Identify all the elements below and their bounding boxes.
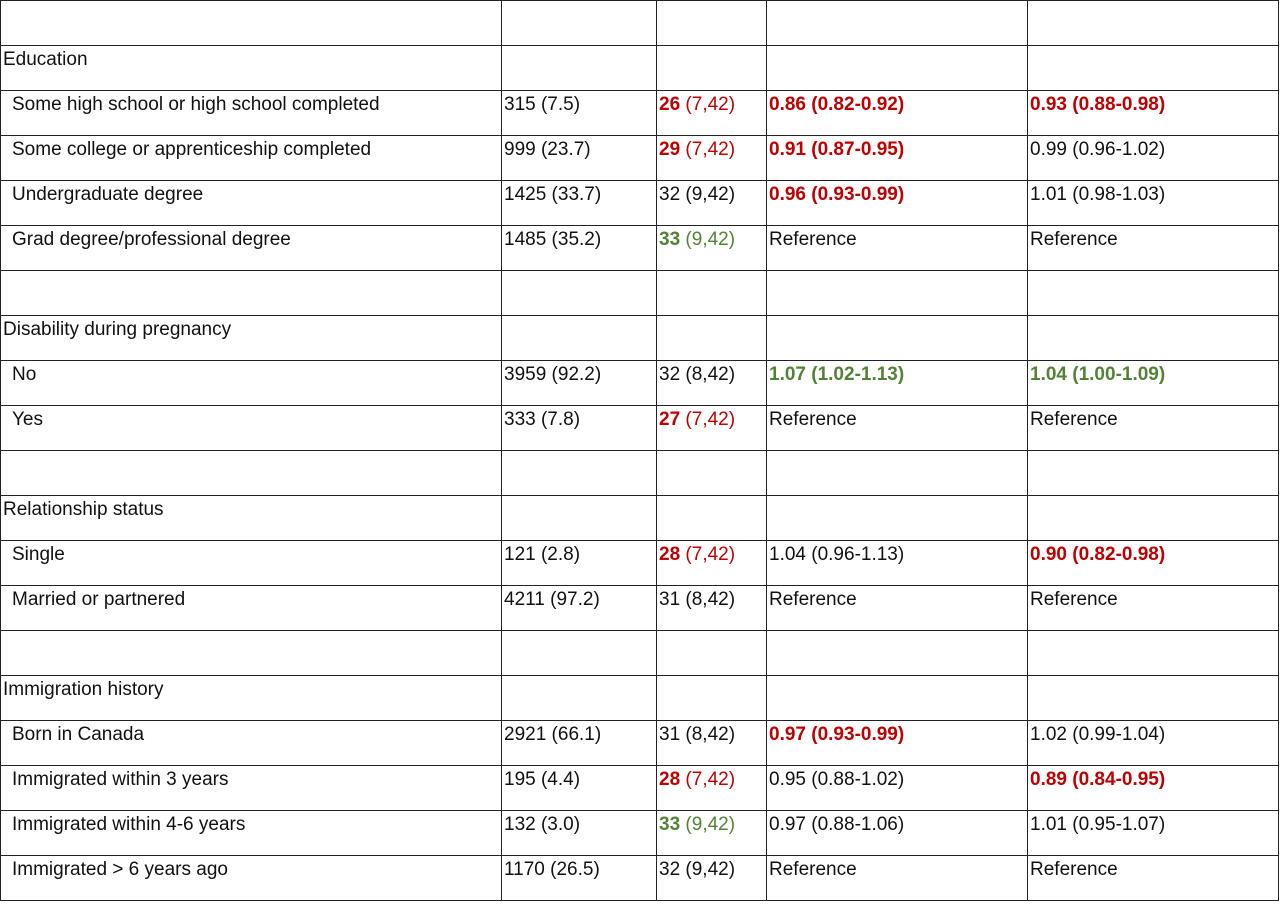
label-cell bbox=[1, 46, 502, 91]
cell-text bbox=[504, 361, 601, 385]
cell-text bbox=[659, 226, 735, 250]
cell-text bbox=[659, 766, 735, 790]
count-value: 2921 (66.1) bbox=[504, 724, 602, 745]
or-unadjusted-cell bbox=[767, 586, 1028, 631]
or-unadjusted-cell bbox=[767, 91, 1028, 136]
odds-ratio-adjusted: 0.99 (0.96-1.02) bbox=[1030, 139, 1166, 160]
median-value: 33 bbox=[659, 229, 681, 250]
n-cell bbox=[502, 136, 657, 181]
or-adjusted-cell bbox=[1028, 91, 1279, 136]
median-range: (7,42) bbox=[680, 409, 736, 430]
or-unadjusted-cell bbox=[767, 496, 1028, 541]
or-adjusted-cell bbox=[1028, 226, 1279, 271]
cell-text bbox=[1030, 181, 1165, 205]
cell-text bbox=[3, 766, 228, 790]
cell-text bbox=[1030, 856, 1118, 880]
cell-text bbox=[769, 361, 904, 385]
n-cell bbox=[502, 496, 657, 541]
spacer-row bbox=[1, 1, 1279, 46]
or-unadjusted-cell bbox=[767, 406, 1028, 451]
label-cell bbox=[1, 316, 502, 361]
label-cell bbox=[1, 631, 502, 676]
cell-text bbox=[1030, 406, 1118, 430]
table-row bbox=[1, 766, 1279, 811]
cell-text bbox=[769, 766, 904, 790]
count-value: 315 (7.5) bbox=[504, 94, 581, 115]
median-cell bbox=[657, 676, 767, 721]
count-value: 1425 (33.7) bbox=[504, 184, 602, 205]
cell-text bbox=[504, 91, 580, 115]
n-cell bbox=[502, 586, 657, 631]
or-unadjusted-cell bbox=[767, 676, 1028, 721]
or-adjusted-cell bbox=[1028, 271, 1279, 316]
cell-text bbox=[659, 811, 735, 835]
section-label: Immigration history bbox=[3, 679, 164, 700]
or-adjusted-cell bbox=[1028, 856, 1279, 901]
median-cell bbox=[657, 406, 767, 451]
row-label: Grad degree/professional degree bbox=[12, 229, 291, 250]
cell-text bbox=[769, 721, 904, 745]
median-value: 29 bbox=[659, 139, 681, 160]
table-row bbox=[1, 721, 1279, 766]
or-adjusted-cell bbox=[1028, 586, 1279, 631]
row-label: Some college or apprenticeship completed bbox=[12, 139, 372, 160]
median-range: (9,42) bbox=[680, 229, 736, 250]
odds-ratio-adjusted: Reference bbox=[1030, 589, 1118, 610]
n-cell bbox=[502, 406, 657, 451]
row-label: Immigrated > 6 years ago bbox=[12, 859, 228, 880]
cell-text bbox=[3, 721, 144, 745]
table-body bbox=[1, 1, 1279, 901]
n-cell bbox=[502, 271, 657, 316]
table-row bbox=[1, 181, 1279, 226]
row-label: Married or partnered bbox=[12, 589, 186, 610]
median-cell bbox=[657, 271, 767, 316]
count-value: 132 (3.0) bbox=[504, 814, 581, 835]
or-adjusted-cell bbox=[1028, 766, 1279, 811]
odds-ratio-unadjusted: 0.91 (0.87-0.95) bbox=[769, 139, 905, 160]
cell-text bbox=[504, 541, 580, 565]
n-cell bbox=[502, 316, 657, 361]
label-cell bbox=[1, 856, 502, 901]
row-label: Yes bbox=[12, 409, 43, 430]
table-row bbox=[1, 541, 1279, 586]
cell-text bbox=[769, 406, 857, 430]
odds-ratio-adjusted: 1.04 (1.00-1.09) bbox=[1030, 364, 1166, 385]
label-cell bbox=[1, 451, 502, 496]
odds-ratio-adjusted: 0.90 (0.82-0.98) bbox=[1030, 544, 1166, 565]
row-label: Immigrated within 3 years bbox=[12, 769, 229, 790]
table-row bbox=[1, 586, 1279, 631]
median-value: 33 bbox=[659, 814, 681, 835]
n-cell bbox=[502, 856, 657, 901]
cell-text bbox=[659, 541, 735, 565]
or-adjusted-cell bbox=[1028, 676, 1279, 721]
odds-ratio-unadjusted: Reference bbox=[769, 859, 857, 880]
or-adjusted-cell bbox=[1028, 406, 1279, 451]
or-unadjusted-cell bbox=[767, 136, 1028, 181]
or-unadjusted-cell bbox=[767, 316, 1028, 361]
or-unadjusted-cell bbox=[767, 271, 1028, 316]
cell-text bbox=[3, 91, 380, 115]
median-value: 26 bbox=[659, 94, 681, 115]
or-adjusted-cell bbox=[1028, 721, 1279, 766]
odds-ratio-unadjusted: 0.97 (0.88-1.06) bbox=[769, 814, 905, 835]
odds-ratio-adjusted: Reference bbox=[1030, 229, 1118, 250]
median-cell bbox=[657, 46, 767, 91]
table-row bbox=[1, 856, 1279, 901]
median-cell bbox=[657, 1, 767, 46]
cell-text bbox=[3, 226, 291, 250]
median-value: 28 bbox=[659, 769, 681, 790]
section-label: Disability during pregnancy bbox=[3, 319, 232, 340]
cell-text bbox=[3, 181, 203, 205]
cell-text bbox=[1030, 226, 1118, 250]
n-cell bbox=[502, 676, 657, 721]
cell-text bbox=[1030, 766, 1165, 790]
section-header-row bbox=[1, 316, 1279, 361]
label-cell bbox=[1, 181, 502, 226]
or-unadjusted-cell bbox=[767, 811, 1028, 856]
median-cell bbox=[657, 181, 767, 226]
count-value: 999 (23.7) bbox=[504, 139, 591, 160]
cell-text bbox=[3, 316, 231, 340]
cell-text bbox=[769, 586, 857, 610]
odds-ratio-adjusted: Reference bbox=[1030, 409, 1118, 430]
label-cell bbox=[1, 91, 502, 136]
section-header-row bbox=[1, 496, 1279, 541]
count-value: 333 (7.8) bbox=[504, 409, 581, 430]
median-cell bbox=[657, 586, 767, 631]
median-cell bbox=[657, 496, 767, 541]
odds-ratio-adjusted: 1.01 (0.98-1.03) bbox=[1030, 184, 1166, 205]
odds-ratio-unadjusted: 0.96 (0.93-0.99) bbox=[769, 184, 905, 205]
cell-text bbox=[3, 811, 245, 835]
count-value: 3959 (92.2) bbox=[504, 364, 602, 385]
or-adjusted-cell bbox=[1028, 361, 1279, 406]
row-label: Single bbox=[12, 544, 65, 565]
count-value: 195 (4.4) bbox=[504, 769, 581, 790]
median-cell bbox=[657, 811, 767, 856]
section-header-row bbox=[1, 676, 1279, 721]
median-value: 28 bbox=[659, 544, 681, 565]
median-cell bbox=[657, 631, 767, 676]
or-unadjusted-cell bbox=[767, 721, 1028, 766]
spacer-row bbox=[1, 271, 1279, 316]
or-adjusted-cell bbox=[1028, 811, 1279, 856]
cell-text bbox=[3, 676, 164, 700]
median-cell bbox=[657, 766, 767, 811]
cell-text bbox=[659, 721, 735, 745]
or-unadjusted-cell bbox=[767, 631, 1028, 676]
median-cell bbox=[657, 541, 767, 586]
n-cell bbox=[502, 721, 657, 766]
median-range: (7,42) bbox=[680, 139, 736, 160]
or-adjusted-cell bbox=[1028, 541, 1279, 586]
label-cell bbox=[1, 721, 502, 766]
or-unadjusted-cell bbox=[767, 766, 1028, 811]
cell-text bbox=[504, 136, 591, 160]
count-value: 4211 (97.2) bbox=[504, 589, 600, 610]
odds-ratio-unadjusted: 0.97 (0.93-0.99) bbox=[769, 724, 905, 745]
row-label: Some high school or high school completed bbox=[12, 94, 380, 115]
n-cell bbox=[502, 1, 657, 46]
cell-text bbox=[504, 226, 601, 250]
median-cell bbox=[657, 226, 767, 271]
cell-text bbox=[659, 181, 735, 205]
n-cell bbox=[502, 181, 657, 226]
table-row bbox=[1, 361, 1279, 406]
cell-text bbox=[3, 136, 371, 160]
or-unadjusted-cell bbox=[767, 361, 1028, 406]
cell-text bbox=[659, 136, 735, 160]
cell-text bbox=[1030, 586, 1118, 610]
median-cell bbox=[657, 856, 767, 901]
n-cell bbox=[502, 811, 657, 856]
cell-text bbox=[3, 496, 164, 520]
or-unadjusted-cell bbox=[767, 1, 1028, 46]
label-cell bbox=[1, 766, 502, 811]
odds-ratio-unadjusted: 0.86 (0.82-0.92) bbox=[769, 94, 905, 115]
label-cell bbox=[1, 541, 502, 586]
or-adjusted-cell bbox=[1028, 316, 1279, 361]
median-range: 32 (9,42) bbox=[659, 184, 736, 205]
median-range: 32 (9,42) bbox=[659, 859, 736, 880]
cell-text bbox=[769, 136, 904, 160]
cell-text bbox=[1030, 361, 1165, 385]
or-adjusted-cell bbox=[1028, 136, 1279, 181]
cell-text bbox=[504, 811, 580, 835]
row-label: Immigrated within 4-6 years bbox=[12, 814, 246, 835]
median-cell bbox=[657, 136, 767, 181]
cell-text bbox=[504, 586, 600, 610]
spacer-row bbox=[1, 631, 1279, 676]
odds-ratio-unadjusted: Reference bbox=[769, 409, 857, 430]
n-cell bbox=[502, 361, 657, 406]
odds-ratio-unadjusted: 1.04 (0.96-1.13) bbox=[769, 544, 905, 565]
section-label: Education bbox=[3, 49, 88, 70]
cell-text bbox=[3, 856, 228, 880]
cell-text bbox=[1030, 541, 1165, 565]
median-range: 32 (8,42) bbox=[659, 364, 736, 385]
n-cell bbox=[502, 766, 657, 811]
cell-text bbox=[3, 406, 43, 430]
count-value: 1170 (26.5) bbox=[504, 859, 600, 880]
median-cell bbox=[657, 91, 767, 136]
section-label: Relationship status bbox=[3, 499, 164, 520]
n-cell bbox=[502, 226, 657, 271]
label-cell bbox=[1, 271, 502, 316]
label-cell bbox=[1, 1, 502, 46]
odds-ratio-adjusted: 0.93 (0.88-0.98) bbox=[1030, 94, 1166, 115]
row-label: Undergraduate degree bbox=[12, 184, 204, 205]
cell-text bbox=[769, 181, 904, 205]
or-unadjusted-cell bbox=[767, 856, 1028, 901]
label-cell bbox=[1, 586, 502, 631]
count-value: 1485 (35.2) bbox=[504, 229, 602, 250]
cell-text bbox=[659, 406, 735, 430]
label-cell bbox=[1, 676, 502, 721]
n-cell bbox=[502, 541, 657, 586]
or-adjusted-cell bbox=[1028, 1, 1279, 46]
cell-text bbox=[659, 91, 735, 115]
section-header-row bbox=[1, 46, 1279, 91]
or-adjusted-cell bbox=[1028, 631, 1279, 676]
median-range: 31 (8,42) bbox=[659, 589, 736, 610]
or-unadjusted-cell bbox=[767, 541, 1028, 586]
row-label: No bbox=[12, 364, 37, 385]
odds-ratio-unadjusted: Reference bbox=[769, 229, 857, 250]
count-value: 121 (2.8) bbox=[504, 544, 581, 565]
table-row bbox=[1, 406, 1279, 451]
median-range: (7,42) bbox=[680, 94, 736, 115]
cell-text bbox=[1030, 811, 1165, 835]
odds-ratio-unadjusted: Reference bbox=[769, 589, 857, 610]
or-unadjusted-cell bbox=[767, 181, 1028, 226]
spacer-row bbox=[1, 451, 1279, 496]
or-adjusted-cell bbox=[1028, 46, 1279, 91]
median-cell bbox=[657, 451, 767, 496]
cell-text bbox=[1030, 136, 1165, 160]
median-range: (9,42) bbox=[680, 814, 736, 835]
cell-text bbox=[3, 541, 65, 565]
cell-text bbox=[769, 226, 857, 250]
cell-text bbox=[504, 856, 600, 880]
median-cell bbox=[657, 361, 767, 406]
table-row bbox=[1, 811, 1279, 856]
cell-text bbox=[659, 856, 735, 880]
row-label: Born in Canada bbox=[12, 724, 145, 745]
or-unadjusted-cell bbox=[767, 451, 1028, 496]
odds-ratio-adjusted: Reference bbox=[1030, 859, 1118, 880]
cell-text bbox=[504, 406, 580, 430]
or-unadjusted-cell bbox=[767, 226, 1028, 271]
label-cell bbox=[1, 226, 502, 271]
odds-ratio-unadjusted: 1.07 (1.02-1.13) bbox=[769, 364, 905, 385]
or-adjusted-cell bbox=[1028, 496, 1279, 541]
median-range: 31 (8,42) bbox=[659, 724, 736, 745]
median-range: (7,42) bbox=[680, 544, 736, 565]
cell-text bbox=[659, 361, 735, 385]
cell-text bbox=[769, 91, 904, 115]
or-adjusted-cell bbox=[1028, 181, 1279, 226]
label-cell bbox=[1, 136, 502, 181]
odds-ratio-adjusted: 0.89 (0.84-0.95) bbox=[1030, 769, 1166, 790]
cell-text bbox=[659, 586, 735, 610]
label-cell bbox=[1, 811, 502, 856]
cell-text bbox=[504, 766, 580, 790]
odds-ratio-adjusted: 1.01 (0.95-1.07) bbox=[1030, 814, 1166, 835]
median-range: (7,42) bbox=[680, 769, 736, 790]
cell-text bbox=[769, 541, 904, 565]
cell-text bbox=[3, 46, 88, 70]
label-cell bbox=[1, 406, 502, 451]
n-cell bbox=[502, 631, 657, 676]
table-row bbox=[1, 91, 1279, 136]
n-cell bbox=[502, 451, 657, 496]
cell-text bbox=[504, 181, 601, 205]
n-cell bbox=[502, 91, 657, 136]
label-cell bbox=[1, 496, 502, 541]
odds-ratio-unadjusted: 0.95 (0.88-1.02) bbox=[769, 769, 905, 790]
median-cell bbox=[657, 721, 767, 766]
odds-ratio-adjusted: 1.02 (0.99-1.04) bbox=[1030, 724, 1166, 745]
or-adjusted-cell bbox=[1028, 451, 1279, 496]
median-value: 27 bbox=[659, 409, 681, 430]
cell-text bbox=[3, 586, 185, 610]
median-cell bbox=[657, 316, 767, 361]
cell-text bbox=[1030, 91, 1165, 115]
label-cell bbox=[1, 361, 502, 406]
cell-text bbox=[769, 856, 857, 880]
cell-text bbox=[504, 721, 601, 745]
table-row bbox=[1, 136, 1279, 181]
cell-text bbox=[1030, 721, 1165, 745]
n-cell bbox=[502, 46, 657, 91]
cell-text bbox=[769, 811, 904, 835]
or-unadjusted-cell bbox=[767, 46, 1028, 91]
table-row bbox=[1, 226, 1279, 271]
cell-text bbox=[3, 361, 36, 385]
